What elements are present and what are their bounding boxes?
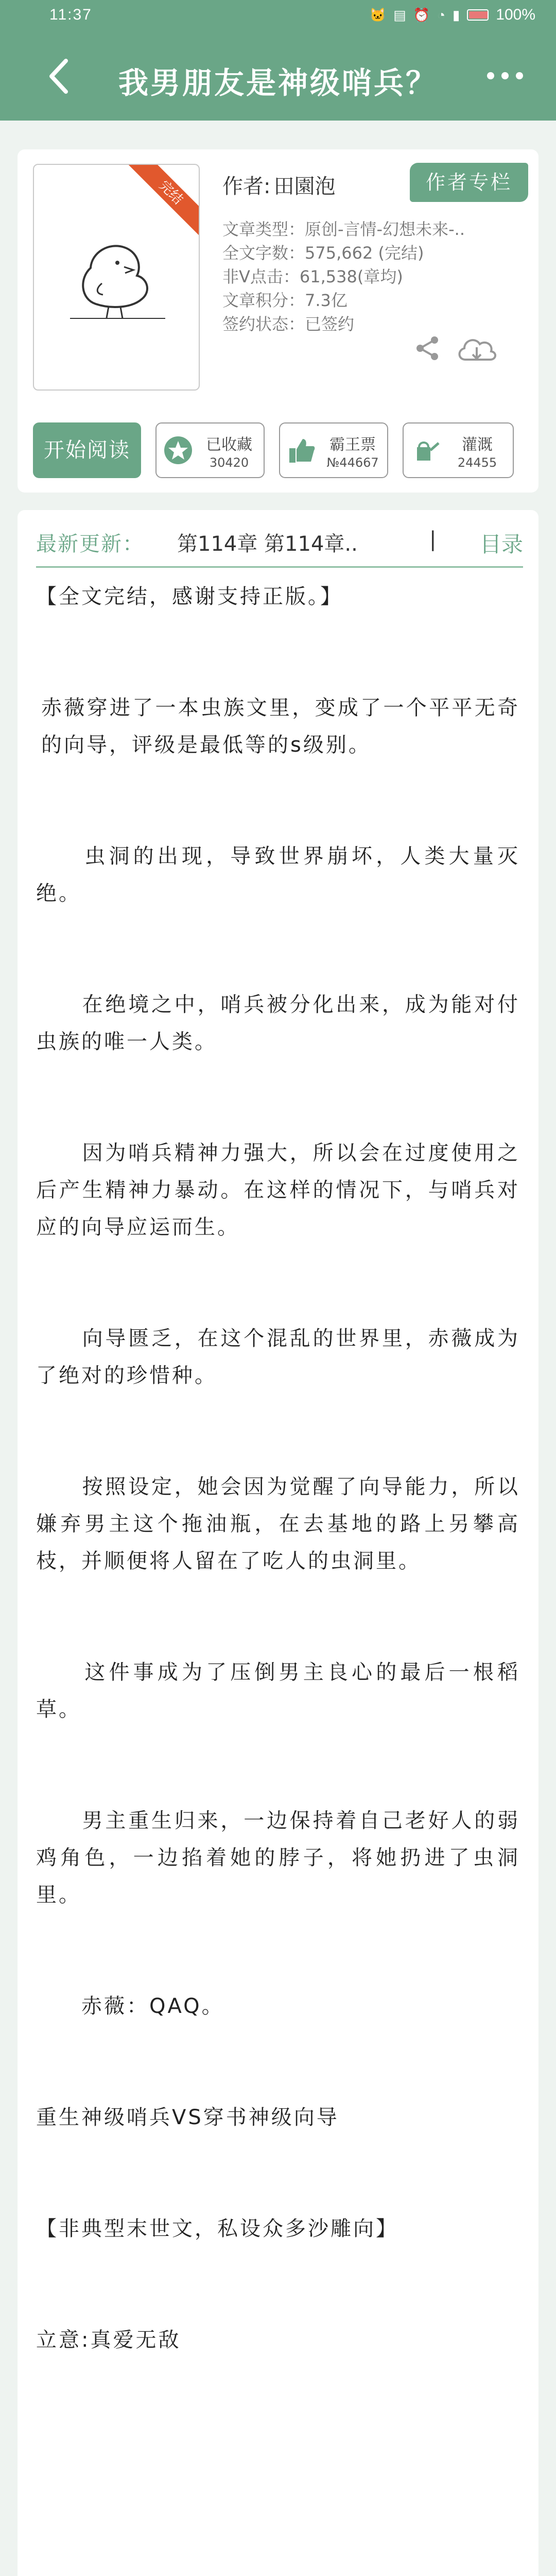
book-icon: ▤ [393, 7, 406, 23]
alarm-icon: ⏰ [413, 7, 430, 23]
synopsis-paragraph: 【非典型末世文，私设众多沙雕向】 [36, 2217, 398, 2241]
table-of-contents-link[interactable]: 目录 [479, 532, 523, 557]
meta-type: 文章类型：原创-言情-幻想未来-.. [222, 219, 465, 239]
synopsis-paragraph: 这件事成为了压倒男主良心的最后一根稻草。 [36, 1660, 520, 1721]
more-dots-icon[interactable] [487, 72, 523, 82]
battery-level: 100% [496, 6, 535, 23]
wifi-icon: ◔ [437, 7, 445, 23]
latest-update-row [18, 510, 538, 568]
cat-icon: 🐱 [369, 7, 387, 23]
status-icons [370, 6, 535, 24]
latest-separator: | [429, 528, 437, 551]
bawang-label: 霸王票 [329, 436, 376, 454]
synopsis-spacer [36, 615, 520, 689]
clock: 11:37 [49, 6, 92, 23]
meta-clicks: 非V点击：61,538(章均) [222, 267, 403, 286]
collect-button[interactable] [155, 422, 265, 478]
synopsis-paragraph: 赤薇穿进了一本虫族文里，变成了一个平平无奇的向导，评级是最低等的s级别。 [41, 696, 520, 757]
star-icon [163, 435, 194, 466]
author-name[interactable]: 田園泡 [273, 175, 336, 198]
synopsis-spacer [36, 1580, 520, 1654]
synopsis-spacer [36, 912, 520, 986]
synopsis-paragraph: 立意:真爱无敌 [36, 2328, 181, 2352]
status-bar [0, 0, 556, 32]
collect-label: 已收藏 [206, 436, 252, 454]
action-bar [33, 422, 527, 478]
bird-doodle-icon [60, 227, 173, 330]
battery-icon [467, 9, 489, 21]
synopsis-spacer [36, 1728, 520, 1802]
page-title: 我男朋友是神级哨兵？ [118, 65, 438, 100]
synopsis-paragraph: 按照设定，她会因为觉醒了向导能力，所以嫌弃男主这个拖油瓶，在去基地的路上另攀高枝，并顺便将人留在了吃人的虫洞里。 [36, 1475, 520, 1573]
bawang-count: №44667 [326, 455, 379, 470]
share-icon[interactable] [413, 334, 442, 363]
collect-count: 30420 [209, 455, 249, 470]
synopsis-paragraph: 【全文完结，感谢支持正版。】 [36, 585, 343, 608]
author-column-button[interactable]: 作者专栏 [410, 163, 528, 202]
meta-sign-status: 签约状态：已签约 [222, 314, 355, 334]
latest-update-label: 最新更新： [36, 532, 144, 556]
synopsis-spacer [36, 1394, 520, 1468]
synopsis-paragraph: 虫洞的出现，导致世界崩坏，人类大量灭绝。 [36, 844, 520, 905]
latest-chapter-link[interactable]: 第114章 第114章.. [177, 532, 358, 556]
book-meta [222, 217, 531, 336]
watering-can-icon [410, 435, 441, 466]
watering-button[interactable] [403, 422, 514, 478]
synopsis-spacer [36, 1246, 520, 1320]
nav-bar [0, 32, 556, 121]
synopsis-paragraph: 男主重生归来，一边保持着自己老好人的弱鸡角色，一边掐着她的脖子，将她扔进了虫洞里。 [36, 1809, 520, 1907]
author-label: 作者: [222, 175, 271, 198]
bawang-ticket-button[interactable] [279, 422, 388, 478]
synopsis-spacer [36, 2247, 520, 2321]
complete-badge: 完结 [124, 164, 200, 240]
cloud-download-icon[interactable] [455, 333, 498, 366]
book-cover[interactable] [33, 164, 200, 391]
synopsis-paragraph: 向导匮乏，在这个混乱的世界里，赤薇成为了绝对的珍惜种。 [36, 1327, 520, 1387]
thumbs-up-icon [286, 435, 317, 466]
meta-score: 文章积分：7.3亿 [222, 291, 348, 310]
watering-count: 24455 [457, 455, 497, 470]
synopsis-paragraph: 赤薇：QAQ。 [36, 1994, 224, 2018]
signal-icon: ▮ [452, 7, 460, 23]
start-reading-button[interactable]: 开始阅读 [33, 422, 141, 478]
author-line [222, 170, 335, 199]
synopsis-paragraph: 重生神级哨兵VS穿书神级向导 [36, 2106, 339, 2129]
synopsis-spacer [36, 2025, 520, 2099]
watering-label: 灌溉 [462, 436, 493, 454]
synopsis-spacer [36, 1913, 520, 1988]
synopsis-paragraph: 因为哨兵精神力强大，所以会在过度使用之后产生精神力暴动。在这样的情况下，与哨兵对应的向导应运而生。 [36, 1141, 520, 1239]
synopsis [18, 568, 538, 2576]
synopsis-spacer [36, 2136, 520, 2210]
synopsis-spacer [36, 1060, 520, 1134]
meta-word-count: 全文字数：575,662 (完结) [222, 243, 424, 263]
synopsis-spacer [36, 764, 520, 838]
book-info-card [18, 149, 538, 493]
synopsis-paragraph: 在绝境之中，哨兵被分化出来，成为能对付虫族的唯一人类。 [36, 993, 520, 1054]
